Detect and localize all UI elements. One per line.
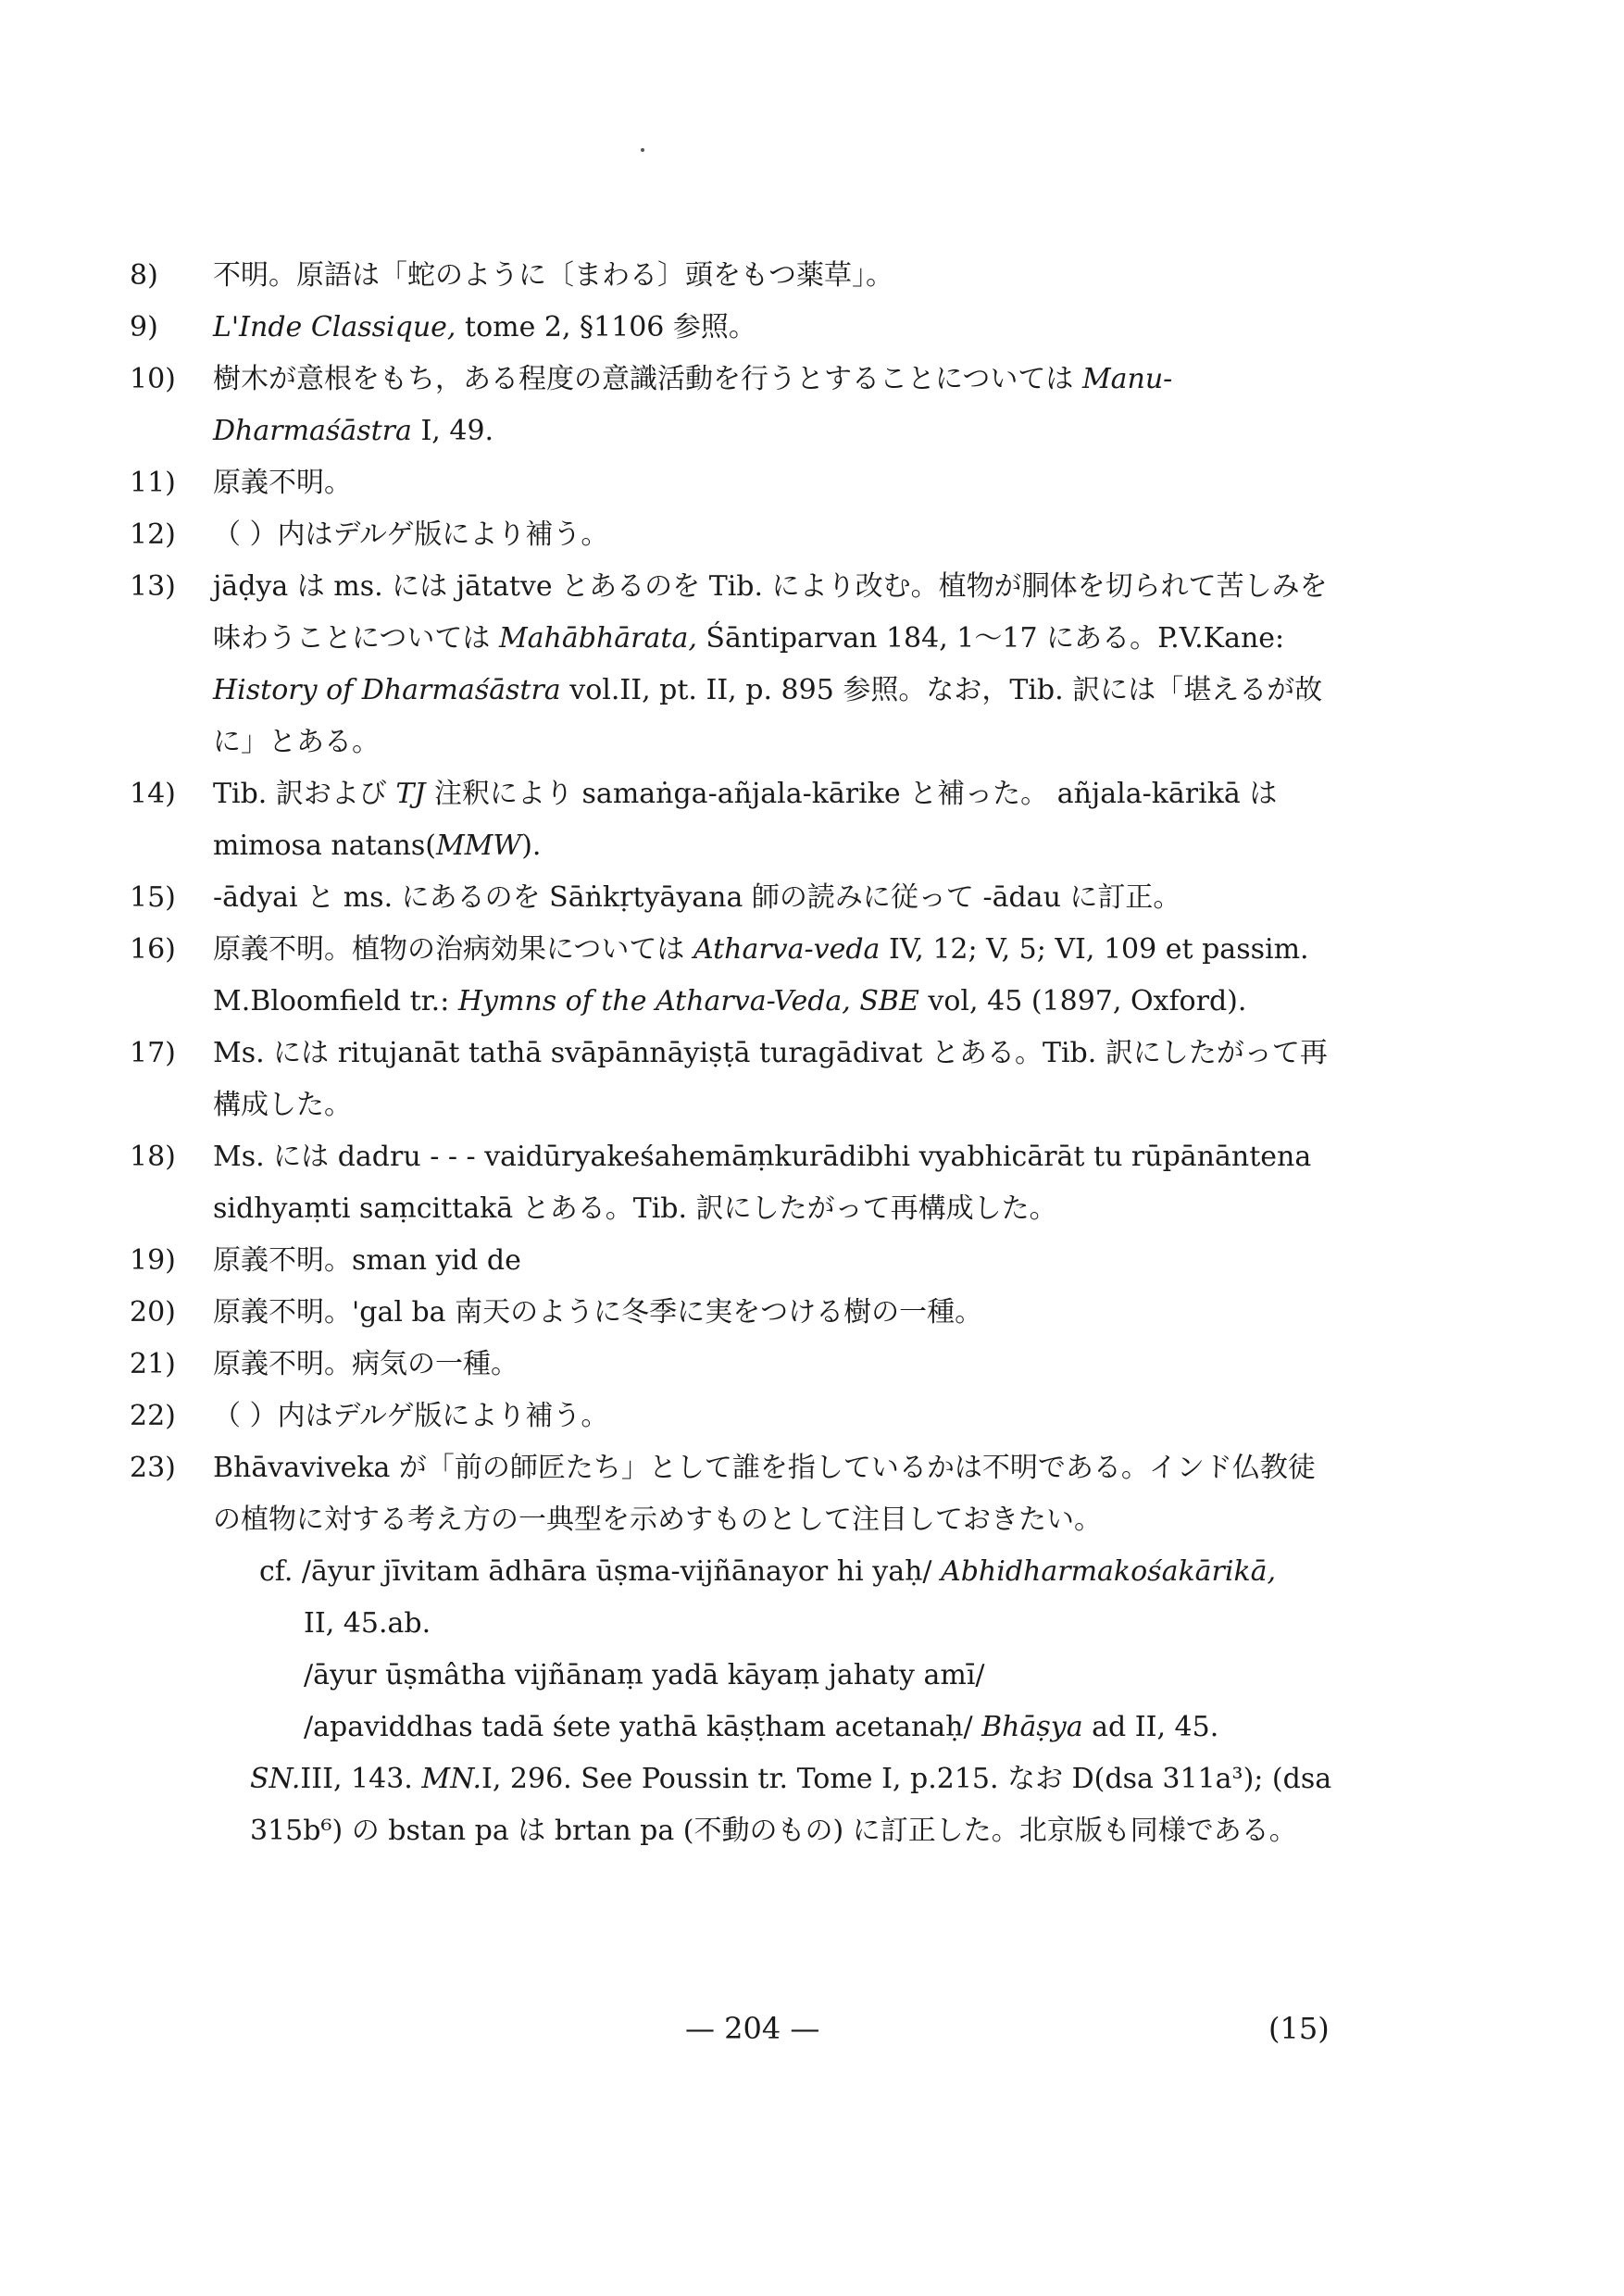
note-text: 原義不明。植物の治病効果については: [213, 933, 693, 966]
notes-list: [130, 250, 1333, 1857]
note-text: 原義不明。病気の一種。: [213, 1348, 518, 1380]
note-text: 樹木が意根をもち，ある程度の意識活動を行うとすることについては: [213, 363, 1082, 395]
note-number: 22): [130, 1400, 176, 1432]
note-21: [130, 1339, 1333, 1391]
note-text: 不明。原語は「蛇のように〔まわる〕頭をもつ薬草」。: [213, 259, 893, 292]
note-10: [130, 354, 1333, 457]
note-number: 19): [130, 1244, 176, 1277]
sn-text-2: I, 296. See Poussin tr. Tome I, p.215. なお D(dsa 311a³); (dsa 315b⁶) の bstan pa は brtan pa (不動のもの) に訂正した。北京版も同様である。: [250, 1763, 1332, 1847]
citation-block: [176, 1546, 1333, 1753]
speck: [641, 148, 644, 152]
cf-line-2: II, 45.ab.: [304, 1607, 431, 1640]
note-text: 原義不明。'gal ba 南天のように冬季に実をつける樹の一種。: [213, 1296, 983, 1329]
note-number: 12): [130, 518, 176, 551]
note-23: [130, 1442, 1333, 1857]
note-text: -ādyai と ms. にあるのを Sāṅkṛtyāyana 師の読みに従って -ādau に訂正。: [213, 881, 1181, 914]
note-18: [130, 1131, 1333, 1235]
sn-italic: SN.: [250, 1763, 301, 1795]
note-italic: Atharva-veda: [693, 933, 881, 966]
note-italic: L'Inde Classique,: [213, 311, 456, 343]
note-number: 23): [130, 1452, 176, 1484]
cf-italic-2: Bhāṣya: [981, 1711, 1083, 1743]
note-13: [130, 561, 1333, 768]
note-text: 原義不明。: [213, 467, 352, 499]
note-20: [130, 1287, 1333, 1339]
note-italic: TJ: [395, 778, 426, 810]
note-number: 8): [130, 259, 158, 292]
cf-italic: Abhidharmakośakārikā,: [941, 1555, 1277, 1588]
sheet-number: (15): [1268, 2011, 1330, 2046]
note-text: （ ）内はデルゲ版により補う。: [213, 518, 609, 551]
note-text-2: I, 49.: [411, 415, 494, 447]
note-text: Ms. には dadru - - - vaidūryakeśahemāṃkurādibhi vyabhicārāt tu rūpānāntena sidhyaṃti saṃcittakā とある。Tib. 訳にしたがって再構成した。: [213, 1141, 1312, 1225]
note-number: 13): [130, 570, 176, 603]
note-text: 原義不明。sman yid de: [213, 1244, 521, 1277]
note-text-3: vol, 45 (1897, Oxford).: [918, 985, 1247, 1017]
note-italic-2: Hymns of the Atharva-Veda, SBE: [457, 985, 919, 1017]
note-12: [130, 509, 1333, 561]
note-text: Bhāvaviveka が「前の師匠たち」として誰を指しているかは不明である。インド仏教徒の植物に対する考え方の一典型を示めすものとして注目しておきたい。: [213, 1452, 1316, 1536]
sn-text: III, 143.: [300, 1763, 422, 1795]
note-19: [130, 1235, 1333, 1287]
note-text-2: Śāntiparvan 184, 1～17 にある。P.V.Kane:: [696, 622, 1285, 655]
note-number: 10): [130, 363, 176, 395]
note-number: 21): [130, 1348, 176, 1380]
sn-reference: [213, 1753, 1333, 1857]
note-number: 9): [130, 311, 158, 343]
note-text: Tib. 訳および: [213, 778, 396, 810]
page-number: — 204 —: [685, 2011, 820, 2046]
note-text-3: ).: [521, 830, 542, 862]
note-text-3: vol.II, pt. II, p. 895 参照。なお，Tib. 訳には「堪えるが故に」とある。: [213, 674, 1323, 758]
note-italic: Mahābhārata,: [498, 622, 697, 655]
note-number: 11): [130, 467, 176, 499]
note-italic-2: MMW: [435, 830, 522, 862]
note-number: 20): [130, 1296, 176, 1329]
note-22: [130, 1391, 1333, 1442]
note-number: 14): [130, 778, 176, 810]
cf-line-1: cf. /āyur jīvitam ādhāra ūṣma-vijñānayor hi yaḥ/: [259, 1555, 942, 1588]
cf-line-4b: ad II, 45.: [1082, 1711, 1219, 1743]
note-15: [130, 872, 1333, 924]
note-number: 15): [130, 881, 176, 914]
note-italic: Manu-Dharmaśāstra: [213, 363, 1173, 447]
note-number: 16): [130, 933, 176, 966]
note-number: 18): [130, 1141, 176, 1173]
note-17: [130, 1028, 1333, 1131]
note-italic-2: History of Dharmaśāstra: [213, 674, 561, 706]
note-text-2: IV, 12; V, 5; VI, 109 et passim. M.Bloomfield tr.:: [213, 933, 1309, 1017]
note-text: jāḍya は ms. には jātatve とあるのを Tib. により改む。植物が胴体を切られて苦しみを味わうことについては: [213, 570, 1328, 655]
note-11: [130, 457, 1333, 509]
note-text: （ ）内はデルゲ版により補う。: [213, 1400, 609, 1432]
cf-line-3: /āyur ūṣmâtha vijñānaṃ yadā kāyaṃ jahaty amī/: [304, 1659, 985, 1691]
cf-line-4: /apaviddhas tadā śete yathā kāṣṭham acetanaḥ/: [304, 1711, 982, 1743]
note-number: 17): [130, 1037, 176, 1069]
note-8: [130, 250, 1333, 302]
note-9: [130, 302, 1333, 354]
note-text-2: 注釈により samaṅga-añjala-kārike と補った。 añjala-kārikā は mimosa natans(: [213, 778, 1278, 862]
note-text: Ms. には ritujanāt tathā svāpānnāyiṣṭā turagādivat とある。Tib. 訳にしたがって再構成した。: [213, 1037, 1328, 1121]
note-14: [130, 768, 1333, 872]
note-text: tome 2, §1106 参照。: [456, 311, 756, 343]
mn-italic: MN.: [421, 1763, 481, 1795]
note-16: [130, 924, 1333, 1028]
